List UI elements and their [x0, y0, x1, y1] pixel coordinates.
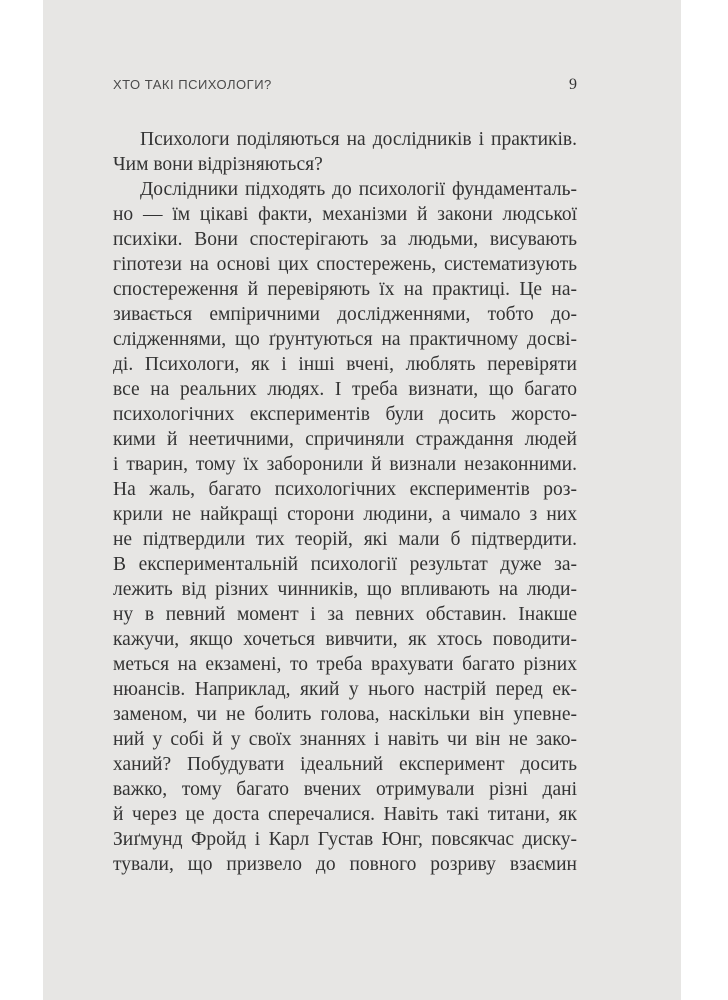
text-line: Зиґмунд Фройд і Карл Густав Юнг, повсякчас диску- — [113, 829, 577, 850]
text-line: гіпотези на основі цих спостережень, систематизують — [113, 254, 577, 275]
text-line: В експериментальній психології результат дуже за- — [113, 554, 577, 575]
text-line: Чим вони відрізняються? — [113, 154, 323, 175]
text-line: зивається емпіричними дослідженнями, тобто до- — [113, 304, 577, 325]
text-line: меться на екзамені, то треба врахувати багато різних — [113, 654, 577, 675]
book-page — [43, 0, 681, 1000]
text-line: заменом, чи не болить голова, наскільки він упевне- — [113, 704, 577, 725]
text-line: нюансів. Наприклад, який у нього настрій перед ек- — [113, 679, 577, 700]
page-number: 9 — [569, 76, 577, 93]
text-line: важко, тому багато вчених отримували різні дані — [113, 779, 577, 800]
text-line: і тварин, тому їх заборонили й визнали незаконними. — [113, 454, 577, 475]
text-line: Дослідники підходять до психології фундаменталь- — [140, 179, 577, 200]
text-line: ний у собі й у своїх знаннях і навіть чи він не зако- — [113, 729, 577, 750]
text-line: тували, що призвело до повного розриву взаємин — [113, 854, 577, 875]
text-line: спостереження й перевіряють їх на практиці. Це на- — [113, 279, 577, 300]
text-line: лежить від різних чинників, що впливають на люди- — [113, 579, 577, 600]
text-line: крили не найкращі сторони людини, а чимало з них — [113, 504, 577, 525]
text-line: ханий? Побудувати ідеальний експеримент досить — [113, 754, 577, 775]
text-line: психіки. Вони спостерігають за людьми, висувають — [113, 229, 577, 250]
running-head — [113, 76, 577, 94]
text-line: но — їм цікаві факти, механізми й закони людської — [113, 204, 577, 225]
text-line: кими й неетичними, спричиняли страждання людей — [113, 429, 577, 450]
text-line: все на реальних людях. І треба визнати, що багато — [113, 379, 577, 400]
text-line: й через це доста сперечалися. Навіть такі титани, як — [113, 804, 577, 825]
chapter-title: ХТО ТАКІ ПСИХОЛОГИ? — [113, 77, 272, 92]
text-line: На жаль, багато психологічних експериментів роз- — [113, 479, 577, 500]
text-line: не підтвердили тих теорій, які мали б підтвердити. — [113, 529, 577, 550]
body-text — [113, 127, 577, 877]
text-line: слідженнями, що ґрунтуються на практичному досві- — [113, 329, 577, 350]
text-line: ну в певний момент і за певних обставин. Інакше — [113, 604, 577, 625]
text-line: ді. Психологи, як і інші вчені, люблять перевіряти — [113, 354, 577, 375]
text-line: кажучи, якщо хочеться вивчити, як хтось поводити- — [113, 629, 577, 650]
text-line: Психологи поділяються на дослідників і практиків. — [140, 129, 577, 150]
text-line: психологічних експериментів були досить жорсто- — [113, 404, 577, 425]
